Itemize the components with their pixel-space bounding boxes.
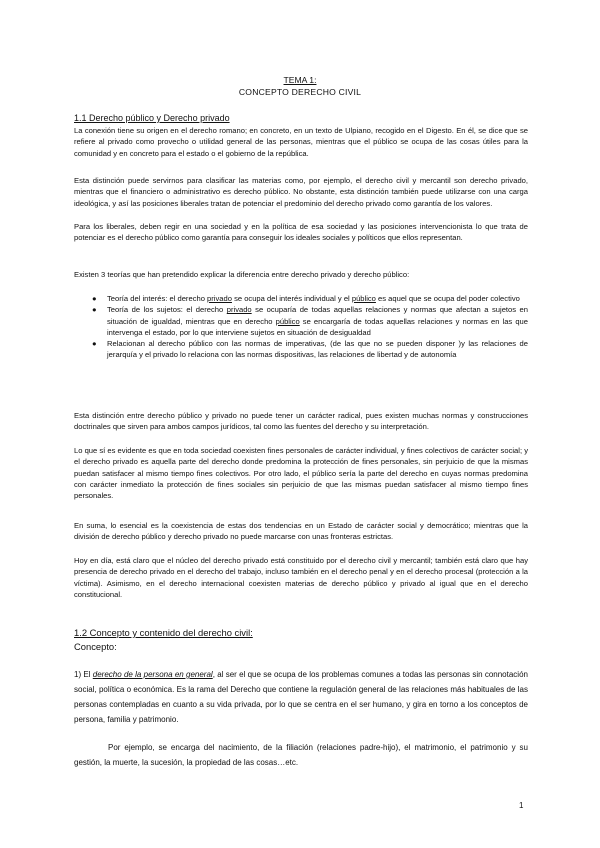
paragraph-theories-intro: Existen 3 teorías que han pretendido explicar la diferencia entre derecho privado y derecho público: <box>74 270 410 279</box>
section-heading-1: 1.1 Derecho público y Derecho privado <box>74 113 230 123</box>
person-law-term: derecho de la persona en general <box>92 670 213 679</box>
theories-list <box>92 293 528 361</box>
bullet-icon: ● <box>92 305 97 315</box>
paragraph-example: Por ejemplo, se encarga del nacimiento, de la filiación (relaciones padre-hijo), el matrimonio, el patrimonio y su gestión, la muerte, la sucesión, la propiedad de las cosas…etc. <box>74 743 528 767</box>
subsection-heading-concept: Concepto: <box>74 641 117 652</box>
paragraph-no-radical: Esta distinción entre derecho público y privado no puede tener un carácter radical, pues existen muchas normas y construcciones doctrinales que sirven para ambos campos jurídicos, tal como las fuentes del derecho y su interpretación. <box>74 411 528 432</box>
paragraph-person-law: 1) El derecho de la persona en general, al ser el que se ocupa de los problemas comunes a todas las personas sin connotación social, política o económica. Es la rama del Derecho que contiene la regulación general de las relaciones más habituales de las personas contempladas en cuanto a su vida privada, por lo que se centra en el ser humano, y gira en torno a los conceptos de persona, familia y patrimonio. <box>74 670 528 724</box>
paragraph-coexistence: Lo que sí es evidente es que en toda sociedad coexisten fines personales de carácter individual, y fines colectivos de carácter social; y el derecho privado es aquella parte del derecho donde predomina la protección de fines personales, sin perjuicio de que la mismas puedan satisfacer al mismo tiempo fines colectivos. Por otro lado, el público sería la parte del derecho en cuyas normas predomina con carácter inmediato la protección de fines sociales sin perjuicio de que las mismas puedan satisfacer al mismo tiempo fines personales. <box>74 446 528 501</box>
paragraph-today: Hoy en día, está claro que el núcleo del derecho privado está constituido por el derecho civil y mercantil; también está claro que hay presencia de derecho privado en el derecho del trabajo, incluso también en el derecho penal y en el derecho procesal (protección a la víctima). Asimismo, en el derecho internacional coexisten materias de derecho público y privado al igual que en el derecho constitucional. <box>74 556 528 599</box>
page-number: 1 <box>519 801 524 810</box>
topic-title: CONCEPTO DERECHO CIVIL <box>238 87 362 97</box>
paragraph-classification: Esta distinción puede servirnos para clasificar las materias como, por ejemplo, el derecho civil y mercantil son derecho privado, mientras que el financiero o administrativo es derecho público. No obstante, esta distinción también puede utilizarse con una carga ideológica, y así las posiciones liberales tratan de potenciar el predominio del derecho privado como garantía de los valores. <box>74 176 528 208</box>
paragraph-liberals: Para los liberales, deben regir en una sociedad y en la política de esa sociedad y las posiciones intervencionista lo que trata de potenciar es el derecho público como garantía para conseguir los ideales sociales y políticos que ellos representan. <box>74 222 528 243</box>
bullet-icon: ● <box>92 294 97 303</box>
list-item: ● Teoría del interés: el derecho privado se ocupa del interés individual y el público es aquel que se ocupa del poder colectivo <box>92 294 520 303</box>
section-heading-2: 1.2 Concepto y contenido del derecho civil: <box>74 627 253 638</box>
list-item: ● Relacionan al derecho público con las normas de imperativas, (de las que no se pueden disponer )y las relaciones de jerarquía y el privado lo relaciona con las normas dispositivas, las relaciones de libertad y de autonomía <box>92 339 528 360</box>
topic-number: TEMA 1: <box>283 75 317 85</box>
list-item: ● Teoría de los sujetos: el derecho privado se ocuparía de todas aquellas relaciones y normas que afectan a sujetos en situación de igualdad, mientras que en derecho público se encargaría de todas aquellas relaciones y normas en las que intervenga el estado, por lo que interviene sujetos en situación de desigualdad <box>92 305 528 337</box>
paragraph-summary: En suma, lo esencial es la coexistencia de estas dos tendencias en un Estado de carácter social y democrático; mientras que la división de derecho público y derecho privado no puede marcarse con unas fronteras estrictas. <box>74 521 528 542</box>
paragraph-origin: La conexión tiene su origen en el derecho romano; en concreto, en un texto de Ulpiano, recogido en el Digesto. En él, se dice que se refiere al privado como provecho o utilidad general de las personas, mientras que el público se ocupa de las cosas útiles para la comunidad y en concreto para el estado o el gobierno de la república. <box>74 126 528 158</box>
bullet-icon: ● <box>92 339 97 349</box>
